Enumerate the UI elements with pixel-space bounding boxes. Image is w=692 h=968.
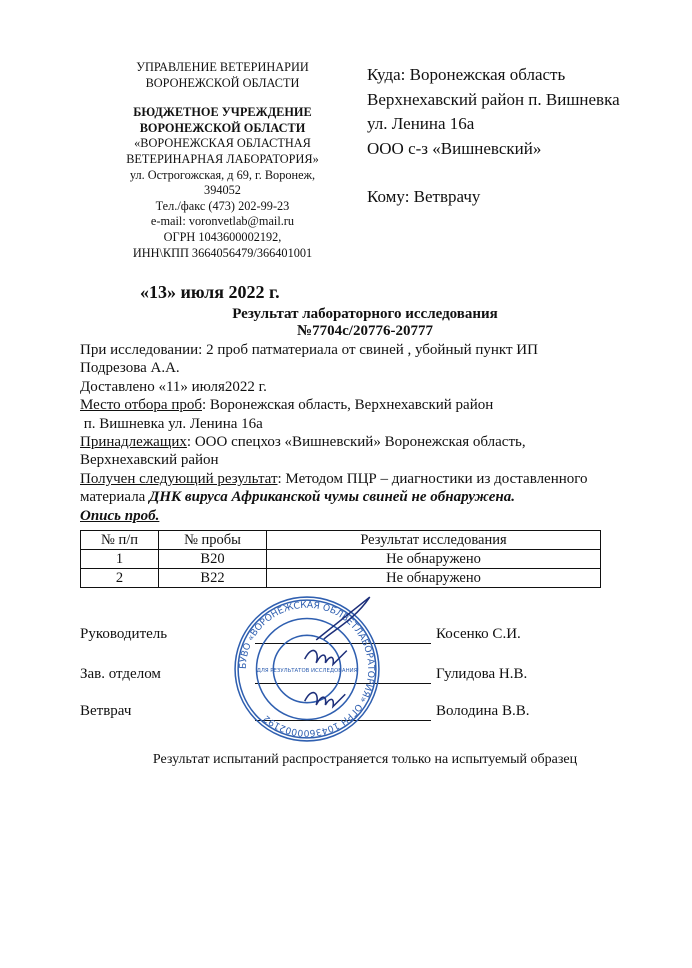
result-text: материала <box>80 489 150 506</box>
owner-value: Верхнехавский район <box>80 452 219 469</box>
dept-line: ВОРОНЕЖСКОЙ ОБЛАСТИ <box>145 75 300 90</box>
cell: 1 <box>81 550 159 569</box>
table-row <box>81 550 601 569</box>
result-value: : Методом ПЦР – диагностики из доставленного <box>277 470 588 487</box>
postcode: 394052 <box>204 183 241 198</box>
document-title <box>80 306 650 340</box>
inventory-heading: Опись проб. <box>80 507 160 524</box>
result <box>80 470 670 488</box>
sampling-place <box>80 396 670 414</box>
org-line: БЮДЖЕТНОЕ УЧРЕЖДЕНИЕ <box>133 105 312 120</box>
official-stamp <box>232 594 382 744</box>
study-text: При исследовании: 2 проб патматериала от свиней , убойный пункт ИП <box>80 342 538 358</box>
table-header-row <box>81 531 601 550</box>
delivered-date: Доставлено «11» июля2022 г. <box>80 378 267 395</box>
recipient-address <box>367 63 620 161</box>
col-header: Результат исследования <box>267 531 601 550</box>
recipient-line: ул. Ленина 16а <box>367 114 475 133</box>
owner-label: Принадлежащих <box>80 434 187 451</box>
signature-role: Руководитель <box>80 626 168 642</box>
address: ул. Острогожская, д 69, г. Воронеж, <box>129 167 316 182</box>
samples-table <box>80 530 601 588</box>
result-label: Получен следующий результат <box>80 470 278 487</box>
document-number: №7704с/20776-20777 <box>297 323 433 339</box>
stamp-outer-text: БУВО «ВОРОНЕЖСКАЯ ОБЛВЕТЛАБОРАТОРИЯ» ОГРН 1043600002192 <box>237 599 377 739</box>
signature-name: Гулидова Н.В. <box>436 666 528 682</box>
signature-role: Зав. отделом <box>80 666 161 682</box>
dept-line: УПРАВЛЕНИЕ ВЕТЕРИНАРИИ <box>136 60 309 74</box>
cell: В20 <box>159 550 267 569</box>
org-line: «ВОРОНЕЖСКАЯ ОБЛАСТНАЯ <box>134 136 311 151</box>
ogrn: ОГРН 1043600002192, <box>163 229 282 244</box>
study-text: Подрезова А.А. <box>80 360 180 377</box>
recipient-line: Верхнехавский район п. Вишневка <box>367 89 620 109</box>
owner-value: : ООО спецхоз «Вишневский» Воронежская область, <box>186 434 526 451</box>
cell: 2 <box>81 569 159 588</box>
stamp-inner-text: ДЛЯ РЕЗУЛЬТАТОВ ИССЛЕДОВАНИЯ <box>256 668 358 675</box>
phone: Тел./факс (473) 202-99-23 <box>155 198 290 213</box>
org-line: ВЕТЕРИНАРНАЯ ЛАБОРАТОРИЯ» <box>126 151 319 166</box>
result-conclusion-text: ДНК вируса Африканской чумы свиней не обнаружена. <box>149 489 515 506</box>
place-value: : Воронежская область, Верхнехавский район <box>202 397 494 414</box>
recipient-line: Куда: Воронежская область <box>367 65 566 84</box>
signature-name: Володина В.В. <box>436 703 530 719</box>
signature-role: Ветврач <box>80 703 132 719</box>
table-row <box>81 569 601 588</box>
signature-name: Косенко С.И. <box>436 626 521 642</box>
col-header: № п/п <box>81 531 159 550</box>
place-value: п. Вишневка ул. Ленина 16а <box>80 415 263 432</box>
recipient-whom: Кому: Ветврачу <box>367 187 481 206</box>
owner <box>80 433 670 451</box>
email: e-mail: voronvetlab@mail.ru <box>150 214 295 229</box>
cell: Не обнаружено <box>267 569 601 588</box>
cell: Не обнаружено <box>267 550 601 569</box>
inn: ИНН\КПП 3664056479/366401001 <box>132 245 313 260</box>
cell: В22 <box>159 569 267 588</box>
footer-note: Результат испытаний распространяется только на испытуемый образец <box>152 752 578 767</box>
sender-header <box>100 60 345 261</box>
place-label: Место отбора проб <box>80 397 202 414</box>
document-date: «13» июля 2022 г. <box>140 282 280 302</box>
result-conclusion <box>80 488 670 506</box>
col-header: № пробы <box>159 531 267 550</box>
recipient-line: ООО с-з «Вишневский» <box>367 138 542 158</box>
title: Результат лабораторного исследования <box>232 306 498 322</box>
document-body <box>80 341 670 525</box>
org-line: ВОРОНЕЖСКОЙ ОБЛАСТИ <box>139 120 306 135</box>
